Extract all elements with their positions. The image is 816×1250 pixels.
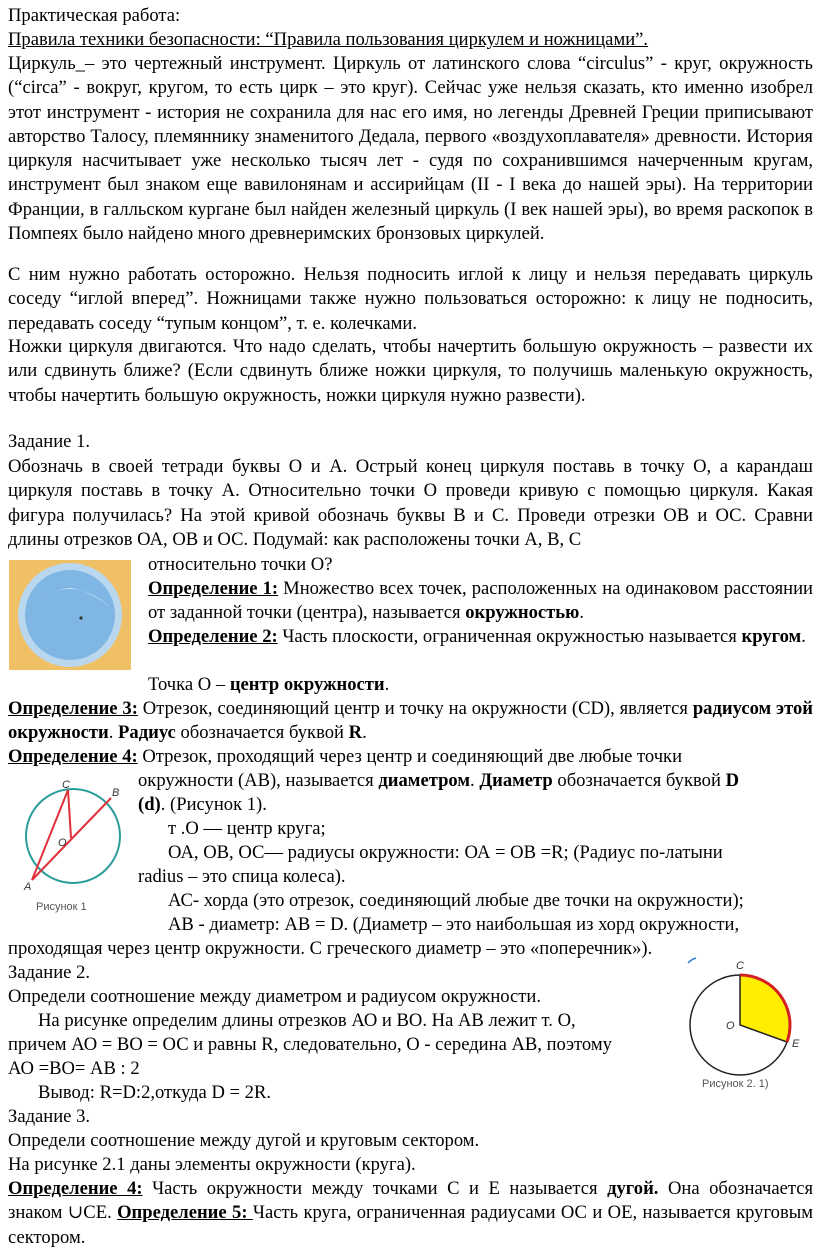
def3-label: Определение 3:: [8, 698, 138, 719]
def3-letter: R: [348, 722, 363, 744]
task1-text: Обозначь в своей тетради буквы О и А. Острый конец циркуля поставь в точку О, а карандаш циркуля поставь в точку А. Относительно точки О проведи кривую с помощью циркуля. Какая фигура получилась? На этой кривой обозначь буквы В и С. Проведи отрезки ОВ и ОС. Сравни длины отрезков ОА, ОВ и ОС. Подумай: как расположены точки А, В, С: [8, 456, 813, 550]
definition-4-line1: [8, 745, 682, 769]
figure1-chord-ac: [32, 790, 68, 880]
task2-heading: Определи соотношение между диаметром и радиусом окружности.: [8, 986, 542, 1007]
task3-def4-text: Часть окружности между точками С и Е называется: [142, 1178, 608, 1199]
definition-1: Определение 1: Множество всех точек, расположенных на одинаковом расстоянии от заданной точки (центра), называется окружностью.: [148, 578, 814, 624]
def4-text-line2a: окружности (АВ), называется: [138, 770, 379, 791]
point-term: центр окружности: [229, 674, 385, 695]
task2-line-4: Вывод: R=D:2,откуда D = 2R.: [38, 1082, 272, 1103]
task2-line-1: На рисунке определим длины отрезков АО и ВО. На АВ лежит т. О,: [38, 1010, 576, 1031]
doc-title: Практическая работа:: [8, 5, 181, 26]
def3-term: радиусом этой окружности: [8, 698, 813, 744]
def3-term2: Радиус: [118, 722, 176, 744]
def4-term2: Диаметр: [479, 770, 553, 791]
definition-4-line3: [138, 793, 267, 817]
def3-text: Отрезок, соединяющий центр и точку на окружности (CD), является: [137, 698, 693, 719]
task2-title: Задание 2.: [8, 962, 91, 983]
figure1-diameter-ab: [32, 798, 111, 880]
task3-def4-term: дугой.: [607, 1178, 659, 1199]
radii-line-1: ОА, ОВ, ОС— радиусы окружности: ОА = ОВ =R; (Радиус по-латыни: [168, 842, 723, 863]
intro-history: Циркуль_– это чертежный инструмент. Циркуль от латинского слова “circulus” - круг, окружность (“circa” - вокруг, кругом, то есть цирк – это круг). Сейчас уже нельзя сказать, кто именно изобрел этот инструмент - история не сохранила для нас его имя, но легенды Древней Греции приписывают авторство Талосу, племяннику знаменитого Дедала, первого «воздухоплавателя» древности. История циркуля насчитывает уже несколько тысяч лет - судя по сохранившимся начерченным кругам, инструмент был знаком еще вавилонянам и ассирийцам (II - I века до нашей эры). На территории Франции, в галльском кургане был найден железный циркуль (I век нашей эры), во время раскопок в Помпеях было найдено много древнеримских бронзовых циркулей.: [8, 53, 813, 245]
figure2-sector: [740, 975, 790, 1042]
chord-line: АС- хорда (это отрезок, соединяющий любые две точки на окружности);: [168, 890, 744, 911]
def4-text-line1: Отрезок, проходящий через центр и соединяющий две любые точки: [137, 746, 683, 767]
def1-term: окружностью: [465, 602, 580, 624]
task3-def4-label: Определение 4:: [8, 1178, 143, 1199]
def1-text: Множество всех точек, расположенных на одинаковом расстоянии от заданной точки (центра), называется: [148, 578, 814, 624]
figure2-label-e: E: [792, 1038, 800, 1050]
def4-letter2: (d): [138, 794, 161, 815]
figure-1: [14, 780, 130, 918]
figure2-mark: [688, 958, 696, 963]
def4-letter: D: [725, 770, 739, 791]
def1-label: Определение 1:: [148, 578, 279, 599]
definition-2: Определение 2: Часть плоскости, ограниченная окружностью называется кругом.: [148, 626, 806, 647]
diameter-line-2: проходящая через центр окружности. С греческого диаметр – это «поперечник»).: [8, 938, 653, 959]
task3-def5-label: Определение 5:: [117, 1202, 253, 1224]
point-text: Точка О –: [148, 674, 230, 695]
figure-2: [680, 955, 812, 1100]
task3-def4-text2: Она обозначается знаком ∪СЕ.: [8, 1178, 813, 1224]
radii-line-2: radius – это спица колеса).: [138, 866, 346, 887]
definition-3: Определение 3: Отрезок, соединяющий центр и точку на окружности (CD), является радиусом этой окружности. Радиус обозначается буквой R.: [8, 698, 813, 744]
task1-text-end: относительно точки О?: [148, 554, 333, 575]
definition-4-line2: окружности (АВ), называется диаметром. Диаметр обозначается буквой D: [138, 770, 739, 791]
figure1-label-c: C: [62, 780, 70, 791]
doc-subtitle: Правила техники безопасности: “Правила пользования циркулем и ножницами”.: [8, 29, 649, 50]
figure2-label-c: C: [736, 960, 744, 972]
def4-term: диаметром: [378, 770, 471, 791]
plate-image: [9, 560, 131, 670]
task2-line-2: причем АО = ВО = ОС и равны R, следовательно, О - середина АВ, поэтому: [8, 1034, 612, 1055]
task3-title: Задание 3.: [8, 1106, 91, 1127]
def2-label: Определение 2:: [148, 626, 278, 647]
intro-safety: С ним нужно работать осторожно. Нельзя подносить иглой к лицу и нельзя передавать циркуль соседу “иглой вперед”. Ножницами также нужно пользоваться осторожно: к лицу не подносить, передавать соседу “тупым концом”, т. е. колечками.: [8, 264, 813, 334]
figure1-label-a: A: [24, 881, 32, 893]
figure2-label-o: O: [726, 1020, 735, 1032]
center-line: т .О — центр круга;: [168, 818, 326, 839]
diameter-line-1: АВ - диаметр: АВ = D. (Диаметр – это наибольшая из хорд окружности,: [168, 914, 740, 935]
def4-text-line2b: обозначается буквой: [552, 770, 726, 791]
figure2-caption: Рисунок 2. 1): [702, 1078, 769, 1090]
intro-legs: Ножки циркуля двигаются. Что надо сделать, чтобы начертить большую окружность – развести их или сдвинуть ближе? (Если сдвинуть ближе ножки циркуля, то получишь маленькую окружность, чтобы начертить большую окружность, ножки циркуля нужно развести).: [8, 336, 813, 406]
task3-heading: Определи соотношение между дугой и круговым сектором.: [8, 1130, 480, 1151]
center-point-line: Точка О – центр окружности.: [148, 674, 390, 695]
task3-definitions: [8, 1177, 813, 1250]
def4-label: Определение 4:: [8, 746, 138, 767]
figure1-label-b: B: [112, 787, 120, 799]
figure1-radius-oc: [68, 790, 71, 838]
def4-fig: . (Рисунок 1).: [160, 794, 267, 815]
task1-title: Задание 1.: [8, 431, 91, 452]
figure1-label-o: O: [58, 837, 67, 849]
def2-text: Часть плоскости, ограниченная окружностью называется: [277, 626, 742, 647]
figure1-caption: Рисунок 1: [36, 901, 87, 913]
task2-line-3: АО =ВО= АВ : 2: [8, 1058, 140, 1079]
def3-text2: обозначается буквой: [175, 722, 349, 744]
def2-term: кругом: [741, 626, 802, 647]
task3-line-1: На рисунке 2.1 даны элементы окружности (круга).: [8, 1154, 416, 1175]
task3-def5-text: Часть круга, ограниченная радиусами ОС и ОЕ, называется круговым сектором.: [8, 1202, 813, 1248]
